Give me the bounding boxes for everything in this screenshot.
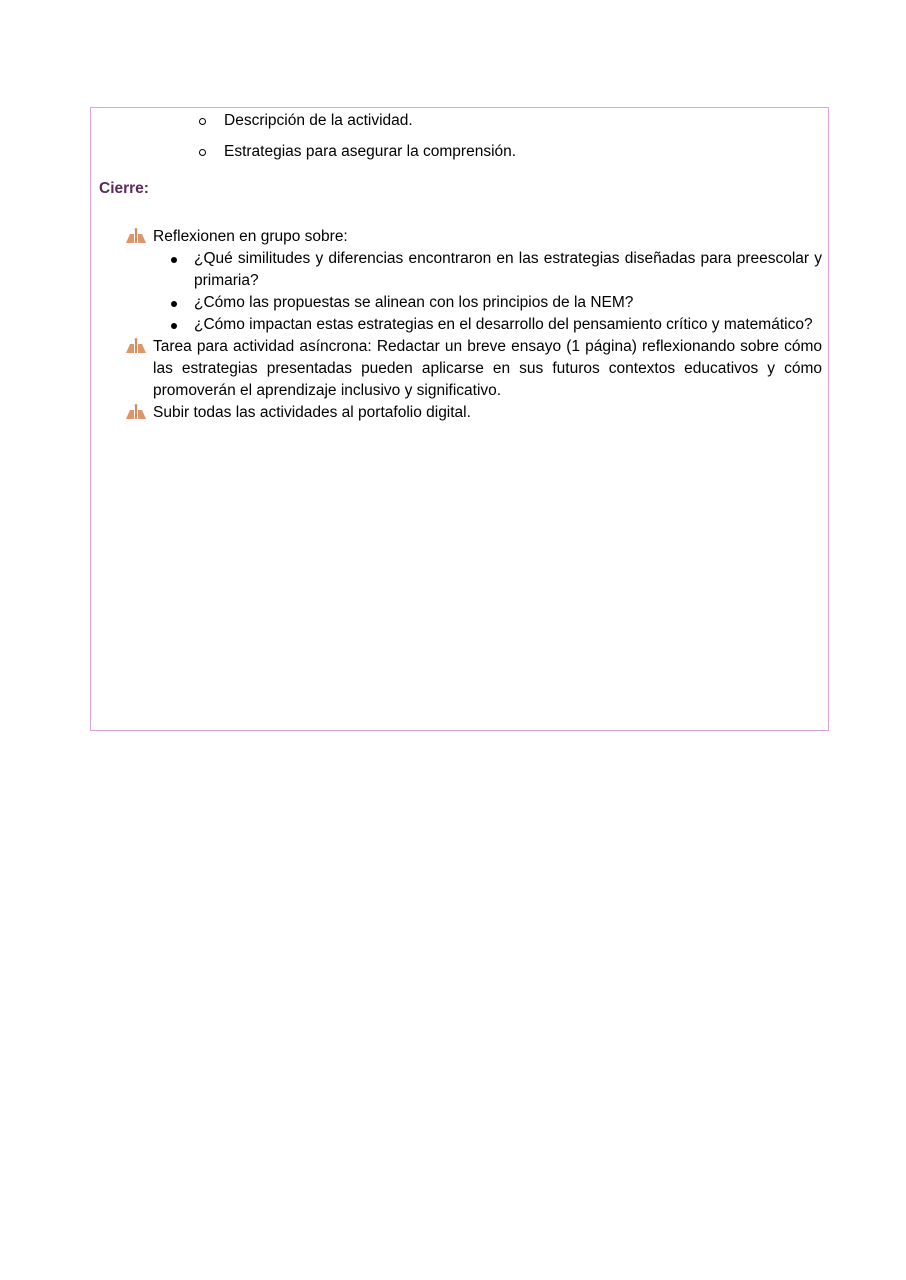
sub-list-item-text: ¿Cómo impactan estas estrategias en el desarrollo del pensamiento crítico y matemático? (194, 316, 813, 333)
list-item-text: Tarea para actividad asíncrona: Redactar un breve ensayo (1 página) reflexionando sobre cómo las estrategias presentadas pueden aplicarse en sus futuros contextos educativos y cómo promoverán el aprendizaje inclusivo y significativo. (153, 338, 822, 399)
sub-list-item (153, 314, 822, 336)
list-item-text: Descripción de la actividad. (224, 112, 413, 129)
sub-list-item-text: ¿Qué similitudes y diferencias encontraron en las estrategias diseñadas para preescolar y primaria? (194, 250, 822, 289)
list-item (125, 336, 822, 402)
bullet-dot-icon (171, 323, 177, 329)
reading-book-icon (125, 404, 147, 420)
list-item-text: Subir todas las actividades al portafolio digital. (153, 404, 471, 421)
bullet-dot-icon (171, 301, 177, 307)
list-item (125, 226, 822, 336)
circle-bullet-icon (199, 118, 206, 125)
sub-bullet-list (153, 248, 822, 336)
list-item (125, 402, 822, 424)
content-frame (90, 107, 829, 731)
list-item (199, 111, 413, 131)
sub-list-item (153, 292, 822, 314)
sub-list-item-text: ¿Cómo las propuestas se alinean con los principios de la NEM? (194, 294, 634, 311)
circle-bullet-icon (199, 149, 206, 156)
list-item (199, 142, 516, 162)
reading-book-icon (125, 228, 147, 244)
section-heading: Cierre: (99, 180, 149, 197)
list-item-text: Reflexionen en grupo sobre: (153, 228, 348, 245)
bullet-dot-icon (171, 257, 177, 263)
list-item-text: Estrategias para asegurar la comprensión. (224, 143, 517, 160)
sub-list-item (153, 248, 822, 292)
reading-book-icon (125, 338, 147, 354)
closing-activity-list (125, 226, 822, 424)
